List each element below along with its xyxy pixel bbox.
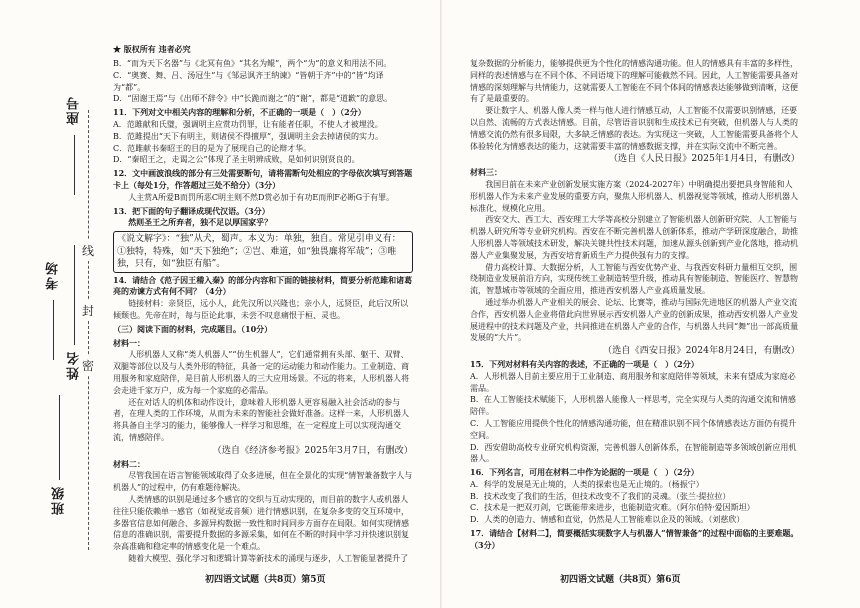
seal-dashed-line — [88, 110, 89, 550]
link-material: 链接材料：亲贤臣，远小人，此先汉所以兴隆也；亲小人，远贤臣，此后汉所以倾颓也。先帝在时，每与臣论此事，未尝不叹息痛恨于桓、灵也。 — [113, 299, 409, 321]
question-16: 16．下列名言，可用在材料二中作为论据的一项是（ ）（2分） — [470, 467, 699, 478]
material-1-paragraph: 人形机器人又称“类人机器人”“仿生机器人”，它们通常拥有头部、躯干、双臂、双腿等部位以及与人类外形的特征，具备一定的运动能力和动作能力。工业制造、商用服务和家庭陪伴，是目前人形机器人的三大应用场景。不远的将来，人形机器人将会走进千家万户，成为每一个家庭的必需品。 — [113, 350, 409, 395]
right-page-footer: 初四语文试题（共8页）第6页 — [560, 575, 681, 585]
question-12: 12．文中画波浪线的部分有三处需要断句，请将需断句处相应的字母依次填写到答题卡上（每处1分，作答超过三处不给分）（3分） — [113, 168, 413, 190]
left-page-footer: 初四语文试题（共8页）第5页 — [205, 575, 326, 585]
seal-mark-secret: 密 — [82, 355, 94, 376]
material-2-paragraph: 人类情感的识别是通过多个感官的交织与互动实现的，而目前的数字人或机器人往往只能依赖单一感官（如视觉或音频）进行情感识别，在复杂多变的交互环境中，多器官信息如何融合、多源异构数据一致性和时间同步方面存在局限。如何实现情感信息的准确识别，需要提升数据的多源采集，如何在不断的时间中学习并快速识别复杂高准确和稳定率的情感变化是一个难点。 — [113, 495, 409, 552]
exam-room-label: 考场 — [46, 260, 61, 290]
question-11: 11．下列对文中相关内容的理解和分析，不正确的一项是（ ）（2分） — [113, 107, 366, 118]
page-fold — [440, 0, 442, 608]
q15-option-c: C．人工智能应用提供个性化的情感沟通功能，但在精准识别不同个体情感表达方面仍有提升空间。 — [470, 418, 797, 440]
material-2-paragraph: 要让数字人、机器人像人类一样与他人进行情感互动，人工智能不仅需要识别情感，还要以自然、流畅的方式表达情感。目前，尽管语音识别和生成技术已有突破，但机器人与人类的情感交流仍然有很多局限，大多缺乏情感的表达。为实现这一突破，人工智能需要具备将个人体验转化为情感表达的能力，这就需要丰富的情感数据支撑，并在实际交流中不断完善。 — [470, 106, 798, 151]
material-3-paragraph: 我国目前在未来产业创新发展实施方案（2024-2027年）中明确提出要把具身智能和人形机器人作为未来产业发展的重要方向，聚焦人形机器人、机器视觉等领域，推动人形机器人标准化、规模化应用。 — [470, 179, 798, 213]
q16-option-a: A．科学的发展是无止境的，人类的探索也是无止境的。（杨振宁） — [470, 479, 704, 489]
section-3-heading: （三）阅读下面的材料，完成题目。（10分） — [113, 323, 273, 334]
left-page — [113, 58, 413, 565]
class-label: 班级 — [52, 485, 67, 515]
name-line — [74, 245, 75, 345]
q15-option-b: B．在人工智能技术赋能下，人形机器人能像人一样思考，完全实现与人类的沟通交流和情感陪伴。 — [470, 395, 796, 417]
seat-line — [74, 135, 75, 195]
material-1-paragraph: 还在对话人的机体和动作设计，意味着人形机器人更容易融入社会活动的参与者，在理人类的工作环境，从而为未来的智能社会做好准备。这样一来，人形机器人将具备自主学习的能力，能够像人一样学习和思维，在一定程度上可以实现沟通交流，情感陪伴。 — [113, 397, 409, 443]
option-line: A．范雎献和氏璧，强调明主应赏功罚罪，让有能者任职，不使人才被埋没。 — [113, 119, 383, 129]
material-2-paragraph: 随着大模型、强化学习和逻辑计算等新技术的涌现与逐步，人工智能显著提升了 — [128, 553, 409, 563]
option-line: B．“而为天下名器”与《北冥有鱼》“其名为鲲”，两个“为”的意义和用法不同。 — [113, 59, 392, 68]
option-line: D．“固谢王焉”与《出师不辞令》中“长跪而谢之”的“谢”，都是“道歉”的意思。 — [113, 94, 393, 104]
question-13: 13．把下面的句子翻译成现代汉语。（3分） — [113, 205, 270, 216]
copyright-note: ★ 版权所有 违者必究 — [113, 44, 191, 54]
material-2-title: 材料二： — [113, 458, 145, 469]
material-3-paragraph: 西安交大、西工大、西安理工大学等高校分别建立了智能机器人创新研究院、人工智能与机器人研究所等专业研究机构。西安在不断完善机器人创新体系，推动产学研深度融合，助推人形机器人等领域技术研发，解决关键共性技术问题，加速从源头创新到产业化落地，推动机器人产业集聚发展，为西安培育新质生产力提供强有力的支撑。 — [470, 215, 798, 260]
material-1-title: 材料一： — [113, 337, 145, 348]
class-line — [59, 395, 60, 480]
seal-mark-seal: 封 — [82, 300, 94, 321]
material-2-continued: 复杂数据的分析能力，能够提供更为个性化的情感沟通功能。但人的情感具有丰富的多样性，同样的表述情感与在不同个体、不同语境下的理解可能截然不同。因此，人工智能需要具备对情感的深刻理解与共情能力，这就需要人工智能在不同个体间的情感表达能够做到清晰，这便有了是最重要的。 — [470, 59, 798, 104]
option-line: B．范雎提出“天下有明主，则诸侯不得擅厚”，强调明主会去掉诸侯的实力。 — [113, 131, 384, 141]
option-line: D．“秦昭王之，走谒之公”体现了圣主明辨成败，是如何识别贤良的。 — [113, 155, 360, 165]
question-14: 14．请结合《范子因王稽入秦》的部分内容和下面的链接材料，简要分析范雎和诸葛亮的劝谏方式有何不同？（4分） — [113, 274, 413, 297]
seal-mark-line: 线 — [82, 240, 94, 261]
q15-option-a: A．人形机器人目前主要应用于工业制造、商用服务和家庭陪伴等领域，未来有望成为家庭必需品。 — [470, 371, 796, 393]
binding-margin — [10, 95, 102, 565]
material-3-paragraph: 通过举办机器人产业相关的展会、论坛、比赛等，推动与国际先进地区的机器人产业交流合作，西安机器人企业将借此向世界展示西安机器人产业的创新成果，推动西安机器人产业发展进程中的技术问题及产业，共同推进在机器人产业的合作，与机器人共同“舞”出一部高质量发展的“大片”。 — [470, 297, 799, 343]
q16-option-b: B．技术改变了我们的生活，但技术改变不了我们的灵魂。（张兰·提拉拉） — [470, 491, 731, 501]
dictionary-box: 《说文解字》：“独”从犬，蜀声。本义为：单独，独自。常见引申义有：①独特，特殊，如“天下独绝”；②岂、难道，如“独畏廉将军哉”；③唯独，只有，如“独臣有船”。 — [113, 231, 413, 273]
material-2-paragraph: 尽管我国在语言智能领域取得了众多进展，但在全景化的实现“情智兼备数字人与机器人”的过程中，仍有难题待解决。 — [113, 471, 413, 493]
q16-option-c: C．技术是一把双刃剑，它既能带来进步，也能制造灾难。（阿尔伯特·爱因斯坦） — [470, 503, 755, 513]
material-3-source: （选自《西安日报》2024年8月24日，有删改） — [602, 345, 800, 357]
right-page — [470, 58, 800, 552]
q15-option-d: D．西安借助高校专业研究机构资源，完善机器人创新体系，在智能制造等多领域创新应用机器人。 — [470, 442, 797, 464]
translation-sentence: 然则圣王之所弃者，独不足以厚国家乎？ — [128, 217, 273, 228]
exam-room-line — [53, 300, 54, 360]
seat-label: 座号 — [67, 95, 82, 125]
material-1-source: （选自《经济参考报》2025年3月7日，有删改） — [212, 444, 413, 456]
punctuation-sentence: 人主赏A所爱B而罚所恶C明主则不然D赏必加于有功E而刑F必断G于有罪。 — [128, 192, 395, 202]
q16-option-d: D．人类的创造力、情感和直觉，仍然是人工智能难以企及的领域。（刘慈欣） — [470, 515, 745, 525]
material-3-paragraph: 借力高校计算、大数据分析，人工智能与西安优势产业、与我西安科研力量相互交织，围绕制造业发展前沿方向，实现传统工业制造转型升级，推动具有智能制造、智能医疗、智慧物流，智慧城市等领域的全面应用，推进西安机器人产业高质量发展。 — [470, 262, 798, 296]
option-line: C．“奥赛、舞、吕、汤冠生”与《邹忌讽齐王纳谏》“皆朝于齐”中的“皆”均译为“都”。 — [113, 70, 384, 92]
question-15: 15．下列对材料有关内容的表述，不正确的一项是（ ）（2分） — [470, 358, 699, 369]
material-2-source: （选自《人民日报》2025年1月4日，有删改） — [608, 153, 800, 165]
question-17: 17．请结合【材料二】，简要概括实现数字人与机器人“情智兼备”的过程中面临的主要难题。（3分） — [470, 528, 799, 550]
material-3-title: 材料三： — [470, 167, 502, 178]
option-line: C．范雎献书秦昭王的目的是为了展现自己的论辩才华。 — [113, 143, 312, 153]
name-label: 姓名 — [67, 350, 82, 380]
